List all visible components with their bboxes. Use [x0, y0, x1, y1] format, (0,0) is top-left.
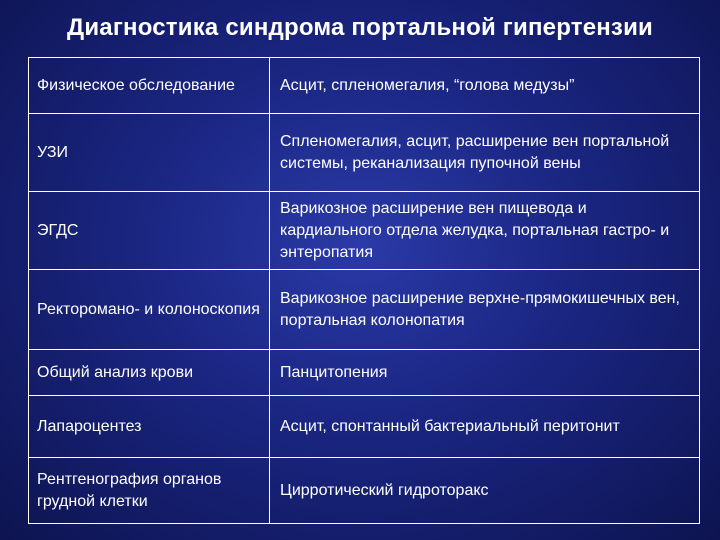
table-row	[29, 458, 700, 524]
table-row	[29, 396, 700, 458]
table-row	[29, 270, 700, 350]
finding-cell: Спленомегалия, асцит, расширение вен портальной системы, реканализация пупочной вены	[270, 114, 700, 192]
finding-cell: Варикозное расширение вен пищевода и кардиального отдела желудка, портальная гастро- и энтеропатия	[270, 192, 700, 270]
method-cell: Физическое обследование	[29, 58, 270, 114]
finding-cell: Панцитопения	[270, 350, 700, 396]
table-row	[29, 58, 700, 114]
method-cell: Общий анализ крови	[29, 350, 270, 396]
finding-cell: Цирротический гидроторакс	[270, 458, 700, 524]
method-cell: Рентгенография органов грудной клетки	[29, 458, 270, 524]
finding-cell: Асцит, спонтанный бактериальный перитонит	[270, 396, 700, 458]
table-row	[29, 350, 700, 396]
method-cell: Лапароцентез	[29, 396, 270, 458]
table-row	[29, 114, 700, 192]
diagnostics-table	[28, 57, 700, 524]
table-row	[29, 192, 700, 270]
method-cell: УЗИ	[29, 114, 270, 192]
method-cell: Ректороманo- и колоноскопия	[29, 270, 270, 350]
slide-title: Диагностика синдрома портальной гипертензии	[67, 14, 653, 41]
finding-cell: Варикозное расширение верхне-прямокишечных вен, портальная колонопатия	[270, 270, 700, 350]
method-cell: ЭГДС	[29, 192, 270, 270]
finding-cell: Асцит, спленомегалия, “голова медузы”	[270, 58, 700, 114]
